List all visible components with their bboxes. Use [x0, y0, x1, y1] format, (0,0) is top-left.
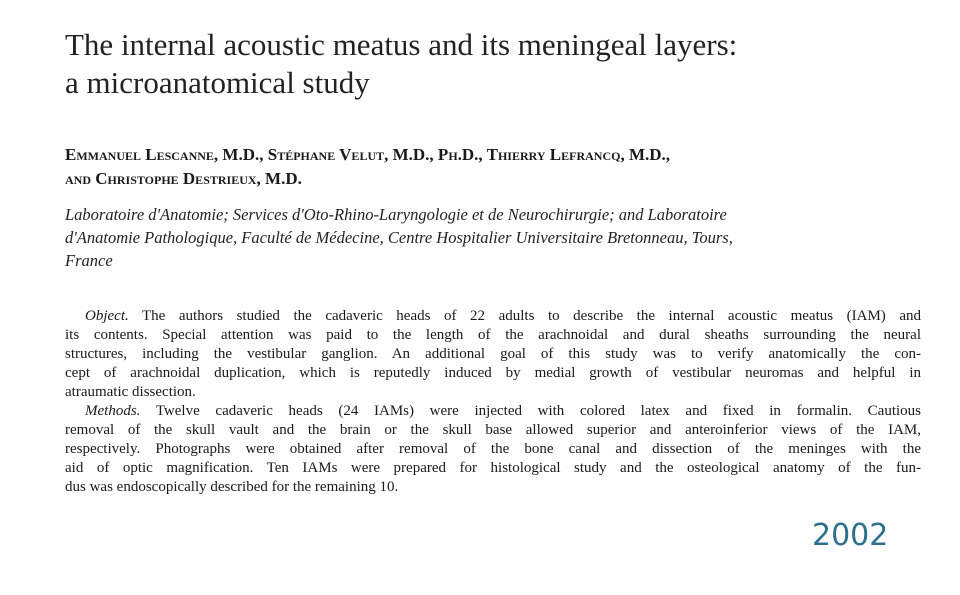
title-line: The internal acoustic meatus and its meningeal layers:	[65, 27, 738, 62]
author-list	[65, 143, 925, 191]
authors-line: Emmanuel Lescanne, M.D., Stéphane Velut, M.D., Ph.D., Thierry Lefrancq, M.D.,	[65, 145, 671, 164]
title-line: a microanatomical study	[65, 65, 370, 100]
abstract-line: dus was endoscopically described for the remaining 10.	[65, 479, 399, 495]
abstract-line: aid of optic magnification. Ten IAMs were prepared for histological study and the osteological anatomy of the fun-	[65, 460, 921, 476]
abstract-line: removal of the skull vault and the brain or the skull base allowed superior and anteroinferior views of the IAM,	[65, 422, 921, 438]
abstract-methods-line	[65, 402, 921, 421]
affiliation	[65, 203, 915, 272]
affiliation-line: Laboratoire d'Anatomie; Services d'Oto-Rhino-Laryngologie et de Neurochirurgie; and Laboratoire	[65, 205, 727, 224]
abstract-line: structures, including the vestibular ganglion. An additional goal of this study was to verify anatomically the con-	[65, 346, 921, 362]
abstract-object-line	[65, 307, 921, 326]
abstract-line: cept of arachnoidal duplication, which is reputedly induced by medial growth of vestibular neuromas and helpful in	[65, 365, 921, 381]
abstract-line: its contents. Special attention was paid to the length of the arachnoidal and dural sheaths surrounding the neural	[65, 327, 921, 343]
year-label: 2002	[812, 518, 889, 553]
abstract	[65, 307, 921, 500]
affiliation-line: France	[65, 251, 113, 270]
methods-label: Methods.	[85, 403, 141, 419]
affiliation-line: d'Anatomie Pathologique, Faculté de Médecine, Centre Hospitalier Universitaire Bretonneau, Tours,	[65, 228, 733, 247]
methods-text: Twelve cadaveric heads (24 IAMs) were injected with colored latex and fixed in formalin. Cautious	[140, 403, 921, 419]
object-label: Object.	[85, 308, 129, 324]
object-text: The authors studied the cadaveric heads of 22 adults to describe the internal acoustic meatus (IAM) and	[128, 308, 921, 324]
abstract-line: respectively. Photographs were obtained after removal of the bone canal and dissection of the meninges with the	[65, 441, 921, 457]
abstract-line: atraumatic dissection.	[65, 384, 196, 400]
authors-line: and Christophe Destrieux, M.D.	[65, 169, 302, 188]
paper-title	[65, 26, 925, 102]
